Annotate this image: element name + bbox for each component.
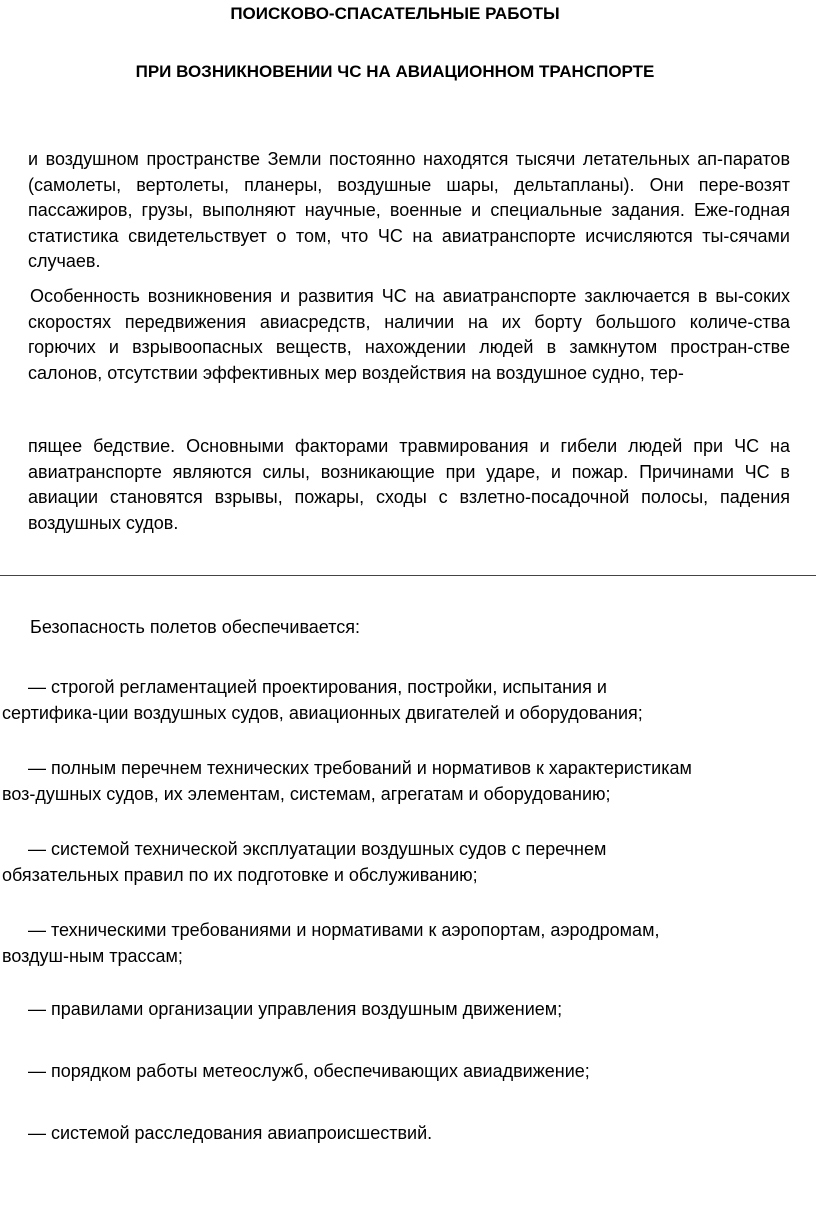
horizontal-divider — [0, 575, 816, 576]
list-item-line-2: обязательных правил по их подготовке и обслуживанию; — [2, 864, 478, 885]
list-intro: Безопасность полетов обеспечивается: — [30, 617, 361, 637]
paragraph-1: и воздушном пространстве Земли постоянно находятся тысячи летательных ап-паратов (самолеты, вертолеты, планеры, воздушные шары, дельтапланы). Они пере-возят пассажиров, грузы, выполняют научные, военные и специальные задания. Еже-годная статистика свидетельствует о том, что ЧС на авиатранспорте исчисляются ты-сячами случаев. — [28, 149, 790, 271]
list-item — [28, 997, 798, 1023]
document-title-line-1: ПОИСКОВО-СПАСАТЕЛЬНЫЕ РАБОТЫ — [230, 4, 560, 23]
list-item-line-2: воздуш-ным трассам; — [2, 945, 183, 966]
list-item-line-1: — техническими требованиями и нормативами к аэропортам, аэродромам, — [28, 920, 660, 940]
list-item — [2, 756, 798, 807]
list-item — [28, 1121, 798, 1147]
list-item-line-1: — строгой регламентацией проектирования, постройки, испытания и — [28, 677, 607, 697]
list-item-line-1: — порядком работы метеослужб, обеспечивающих авиадвижение; — [28, 1061, 590, 1081]
paragraph-2: Особенность возникновения и развития ЧС на авиатранспорте заключается в вы-соких скоростях передвижения авиасредств, наличии на их борту большого количе-ства горючих и взрывоопасных веществ, нахождении людей в замкнутом простран-стве салонов, отсутствии эффективных мер воздействия на воздушное судно, тер- — [28, 286, 790, 383]
document-title-line-2: ПРИ ВОЗНИКНОВЕНИИ ЧС НА АВИАЦИОННОМ ТРАНСПОРТЕ — [135, 62, 655, 81]
list-item-line-1: — системой технической эксплуатации воздушных судов с перечнем — [28, 839, 607, 859]
list-item — [2, 675, 798, 726]
list-item-line-1: — системой расследования авиапроисшествий. — [28, 1123, 433, 1143]
paragraph-3: пящее бедствие. Основными факторами травмирования и гибели людей при ЧС на авиатранспорте являются силы, возникающие при ударе, и пожар. Причинами ЧС в авиации становятся взрывы, пожары, сходы с взлетно-посадочной полосы, падения воздушных судов. — [28, 436, 790, 533]
list-item-line-1: — полным перечнем технических требований и нормативов к характеристикам — [28, 758, 692, 778]
list-item-line-2: воз-душных судов, их элементам, системам, агрегатам и оборудованию; — [2, 783, 611, 804]
list-item — [28, 1059, 798, 1085]
list-item — [2, 837, 798, 888]
list-item — [2, 918, 798, 969]
list-item-line-1: — правилами организации управления воздушным движением; — [28, 999, 563, 1019]
list-item-line-2: сертифика-ции воздушных судов, авиационных двигателей и оборудования; — [2, 702, 643, 723]
